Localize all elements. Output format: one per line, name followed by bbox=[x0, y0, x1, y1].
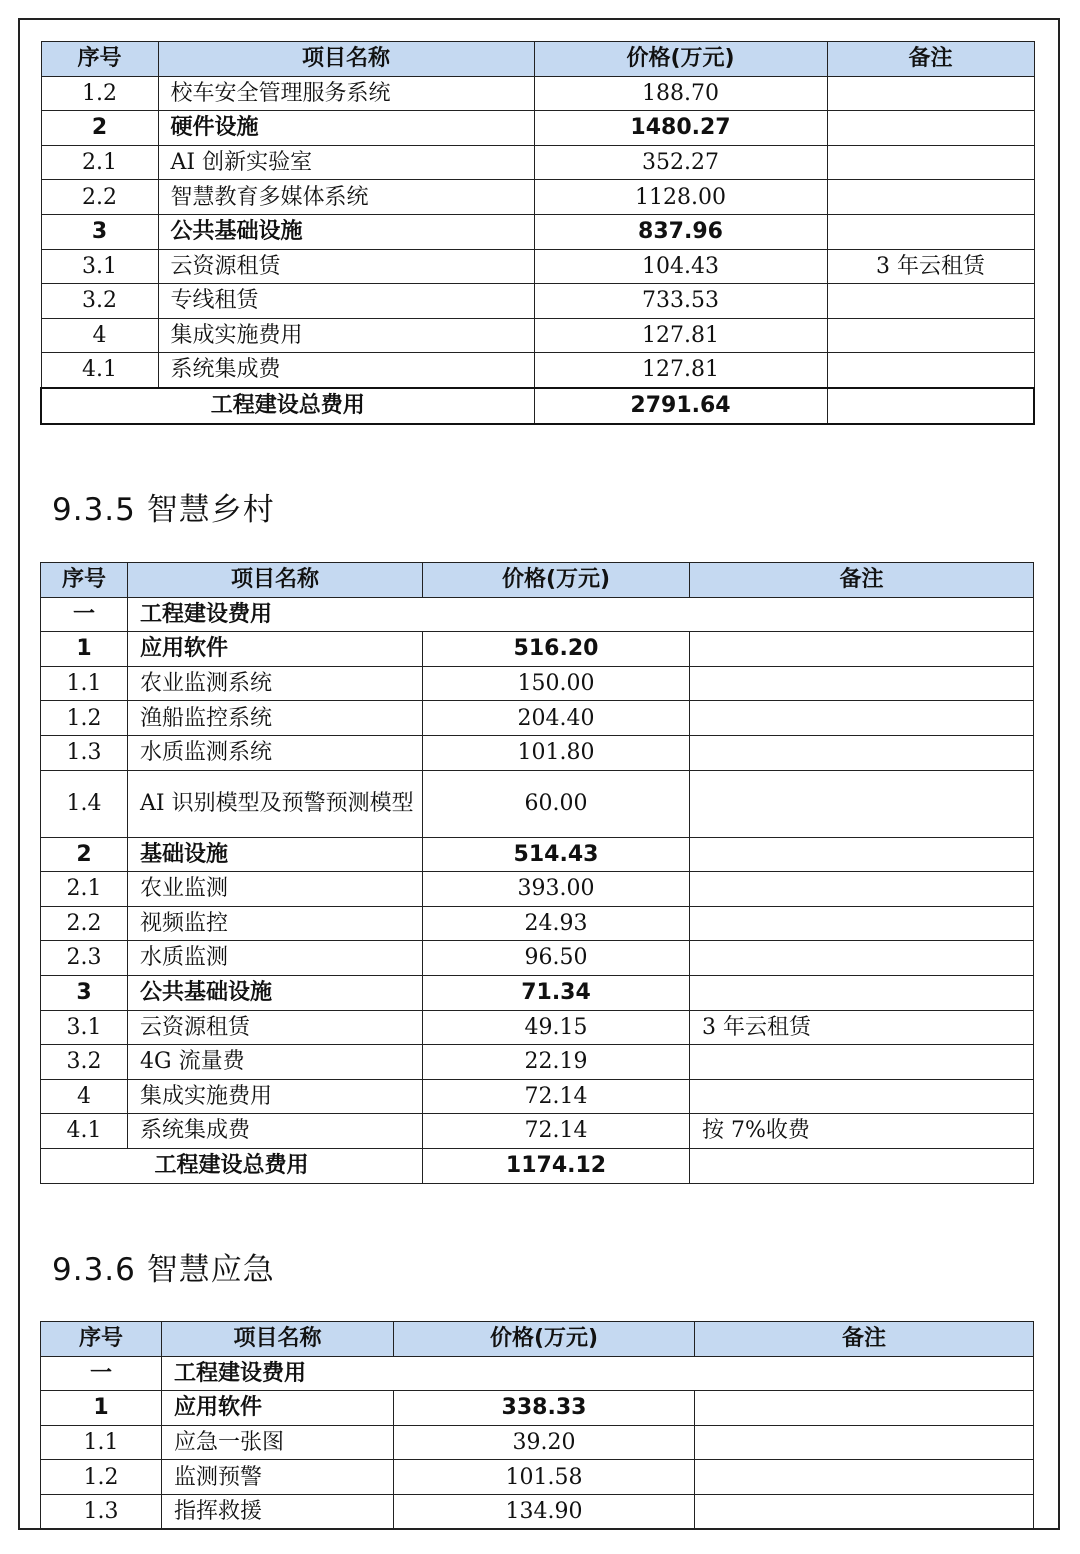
table-row bbox=[41, 1460, 1034, 1495]
table-row bbox=[41, 145, 1034, 180]
row-price: 72.14 bbox=[423, 1079, 690, 1114]
total-price: 1174.12 bbox=[423, 1148, 690, 1183]
row-note bbox=[690, 1045, 1034, 1080]
table-total-row bbox=[41, 1148, 1034, 1183]
row-name: 云资源租赁 bbox=[158, 249, 534, 284]
row-name: 硬件设施 bbox=[158, 111, 534, 146]
table-row bbox=[41, 941, 1034, 976]
row-note: 按 7%收费 bbox=[690, 1114, 1034, 1149]
row-no: 1.1 bbox=[41, 1425, 162, 1460]
row-price: 1480.27 bbox=[534, 111, 827, 146]
row-price: 204.40 bbox=[423, 701, 690, 736]
table-row bbox=[41, 284, 1034, 319]
row-price: 837.96 bbox=[534, 214, 827, 249]
section-name: 工程建设费用 bbox=[162, 1356, 1034, 1391]
row-price: 22.19 bbox=[423, 1045, 690, 1080]
row-no: 4.1 bbox=[41, 1114, 128, 1149]
row-price: 60.00 bbox=[423, 770, 690, 837]
table-header-row bbox=[41, 563, 1034, 598]
row-price: 39.20 bbox=[394, 1425, 695, 1460]
row-note: 3 年云租赁 bbox=[827, 249, 1034, 284]
row-note bbox=[827, 353, 1034, 388]
row-name: 公共基础设施 bbox=[158, 214, 534, 249]
row-name: 监测预警 bbox=[162, 1460, 394, 1495]
row-name: 公共基础设施 bbox=[128, 975, 423, 1010]
row-name: 基础设施 bbox=[128, 837, 423, 872]
table-row bbox=[41, 1425, 1034, 1460]
row-name: 系统集成费 bbox=[158, 353, 534, 388]
row-note bbox=[827, 145, 1034, 180]
header-no: 序号 bbox=[41, 42, 158, 77]
row-no: 2.1 bbox=[41, 145, 158, 180]
header-name: 项目名称 bbox=[158, 42, 534, 77]
table-row bbox=[41, 1391, 1034, 1426]
row-no: 1 bbox=[41, 632, 128, 667]
row-note bbox=[690, 666, 1034, 701]
total-label: 工程建设总费用 bbox=[41, 1148, 423, 1183]
row-price: 338.33 bbox=[394, 1391, 695, 1426]
row-note bbox=[827, 76, 1034, 111]
row-price: 127.81 bbox=[534, 318, 827, 353]
row-price: 134.90 bbox=[394, 1494, 695, 1529]
header-name: 项目名称 bbox=[128, 563, 423, 598]
row-no: 3.2 bbox=[41, 1045, 128, 1080]
row-name: 校车安全管理服务系统 bbox=[158, 76, 534, 111]
row-note bbox=[690, 701, 1034, 736]
row-price: 96.50 bbox=[423, 941, 690, 976]
row-name: 应急一张图 bbox=[162, 1425, 394, 1460]
row-note bbox=[690, 837, 1034, 872]
header-name: 项目名称 bbox=[162, 1322, 394, 1357]
row-note bbox=[827, 284, 1034, 319]
row-note bbox=[690, 941, 1034, 976]
row-name: 渔船监控系统 bbox=[128, 701, 423, 736]
table-row bbox=[41, 249, 1034, 284]
row-name: 4G 流量费 bbox=[128, 1045, 423, 1080]
row-name: 农业监测系统 bbox=[128, 666, 423, 701]
table-section-row bbox=[41, 597, 1034, 632]
row-price: 49.15 bbox=[423, 1010, 690, 1045]
row-name: 集成实施费用 bbox=[158, 318, 534, 353]
table-row bbox=[41, 1494, 1034, 1529]
cost-table-smart-emergency bbox=[40, 1321, 1034, 1530]
table-row bbox=[41, 632, 1034, 667]
row-price: 72.14 bbox=[423, 1114, 690, 1149]
table-row bbox=[41, 701, 1034, 736]
row-name: AI 创新实验室 bbox=[158, 145, 534, 180]
row-name: 系统集成费 bbox=[128, 1114, 423, 1149]
header-note: 备注 bbox=[690, 563, 1034, 598]
table-row bbox=[41, 837, 1034, 872]
table-header-row bbox=[41, 1322, 1034, 1357]
row-name: 视频监控 bbox=[128, 906, 423, 941]
cost-table-smart-village bbox=[40, 562, 1034, 1184]
row-note bbox=[827, 180, 1034, 215]
table-row bbox=[41, 353, 1034, 388]
header-price: 价格(万元) bbox=[534, 42, 827, 77]
row-note bbox=[690, 872, 1034, 907]
row-no: 1.4 bbox=[41, 770, 128, 837]
row-price: 127.81 bbox=[534, 353, 827, 388]
header-price: 价格(万元) bbox=[423, 563, 690, 598]
row-price: 104.43 bbox=[534, 249, 827, 284]
table-total-row bbox=[41, 388, 1034, 424]
row-note bbox=[690, 632, 1034, 667]
row-name: 农业监测 bbox=[128, 872, 423, 907]
row-name: 水质监测系统 bbox=[128, 735, 423, 770]
table-row bbox=[41, 872, 1034, 907]
row-name: 云资源租赁 bbox=[128, 1010, 423, 1045]
row-no: 2 bbox=[41, 837, 128, 872]
total-price: 2791.64 bbox=[534, 388, 827, 424]
table-row bbox=[41, 1114, 1034, 1149]
row-note: 3 年云租赁 bbox=[690, 1010, 1034, 1045]
row-note bbox=[827, 214, 1034, 249]
header-no: 序号 bbox=[41, 563, 128, 598]
row-name: AI 识别模型及预警预测模型 bbox=[128, 770, 423, 837]
row-no: 3.1 bbox=[41, 1010, 128, 1045]
row-name: 集成实施费用 bbox=[128, 1079, 423, 1114]
row-no: 1.2 bbox=[41, 1460, 162, 1495]
row-no: 1 bbox=[41, 1391, 162, 1426]
row-note bbox=[827, 111, 1034, 146]
table-row bbox=[41, 1010, 1034, 1045]
row-no: 4 bbox=[41, 1079, 128, 1114]
row-no: 1.2 bbox=[41, 76, 158, 111]
row-name: 智慧教育多媒体系统 bbox=[158, 180, 534, 215]
table-row bbox=[41, 770, 1034, 837]
row-no: 2.1 bbox=[41, 872, 128, 907]
cost-table-education bbox=[40, 41, 1035, 425]
total-note bbox=[827, 388, 1034, 424]
row-note bbox=[690, 906, 1034, 941]
header-no: 序号 bbox=[41, 1322, 162, 1357]
table-row bbox=[41, 975, 1034, 1010]
row-name: 应用软件 bbox=[162, 1391, 394, 1426]
row-price: 393.00 bbox=[423, 872, 690, 907]
row-price: 1128.00 bbox=[534, 180, 827, 215]
table-header-row bbox=[41, 42, 1034, 77]
row-no: 1.3 bbox=[41, 1494, 162, 1529]
header-price: 价格(万元) bbox=[394, 1322, 695, 1357]
table-row bbox=[41, 735, 1034, 770]
table-row bbox=[41, 180, 1034, 215]
row-name: 水质监测 bbox=[128, 941, 423, 976]
total-label: 工程建设总费用 bbox=[41, 388, 534, 424]
total-note bbox=[690, 1148, 1034, 1183]
row-note bbox=[695, 1494, 1034, 1529]
row-no: 2 bbox=[41, 111, 158, 146]
row-no: 4.1 bbox=[41, 353, 158, 388]
row-price: 352.27 bbox=[534, 145, 827, 180]
row-no: 1.3 bbox=[41, 735, 128, 770]
row-no: 3.2 bbox=[41, 284, 158, 319]
table-row bbox=[41, 76, 1034, 111]
table-row bbox=[41, 1079, 1034, 1114]
table-row bbox=[41, 111, 1034, 146]
row-name: 指挥救援 bbox=[162, 1494, 394, 1529]
row-no: 3 bbox=[41, 975, 128, 1010]
row-no: 2.3 bbox=[41, 941, 128, 976]
row-note bbox=[695, 1425, 1034, 1460]
row-price: 514.43 bbox=[423, 837, 690, 872]
table-row bbox=[41, 666, 1034, 701]
table-row bbox=[41, 214, 1034, 249]
header-note: 备注 bbox=[827, 42, 1034, 77]
row-price: 71.34 bbox=[423, 975, 690, 1010]
row-note bbox=[690, 975, 1034, 1010]
row-no: 2.2 bbox=[41, 906, 128, 941]
table-section-row bbox=[41, 1356, 1034, 1391]
row-price: 188.70 bbox=[534, 76, 827, 111]
section-title-smart-emergency: 9.3.6 智慧应急 bbox=[52, 1252, 275, 1288]
table-row bbox=[41, 318, 1034, 353]
row-no: 3.1 bbox=[41, 249, 158, 284]
section-name: 工程建设费用 bbox=[128, 597, 1034, 632]
row-note bbox=[690, 735, 1034, 770]
row-note bbox=[827, 318, 1034, 353]
header-note: 备注 bbox=[695, 1322, 1034, 1357]
row-no: 2.2 bbox=[41, 180, 158, 215]
row-note bbox=[695, 1460, 1034, 1495]
row-price: 101.80 bbox=[423, 735, 690, 770]
row-no: 1.1 bbox=[41, 666, 128, 701]
row-name: 应用软件 bbox=[128, 632, 423, 667]
row-note bbox=[690, 1079, 1034, 1114]
row-price: 101.58 bbox=[394, 1460, 695, 1495]
row-no: 4 bbox=[41, 318, 158, 353]
table-row bbox=[41, 1045, 1034, 1080]
row-note bbox=[690, 770, 1034, 837]
row-no: 3 bbox=[41, 214, 158, 249]
row-name: 专线租赁 bbox=[158, 284, 534, 319]
row-no: 一 bbox=[41, 597, 128, 632]
row-price: 24.93 bbox=[423, 906, 690, 941]
row-note bbox=[695, 1391, 1034, 1426]
row-no: 一 bbox=[41, 1356, 162, 1391]
section-title-smart-village: 9.3.5 智慧乡村 bbox=[52, 492, 275, 528]
row-price: 733.53 bbox=[534, 284, 827, 319]
row-no: 1.2 bbox=[41, 701, 128, 736]
row-price: 516.20 bbox=[423, 632, 690, 667]
row-price: 150.00 bbox=[423, 666, 690, 701]
table-row bbox=[41, 906, 1034, 941]
